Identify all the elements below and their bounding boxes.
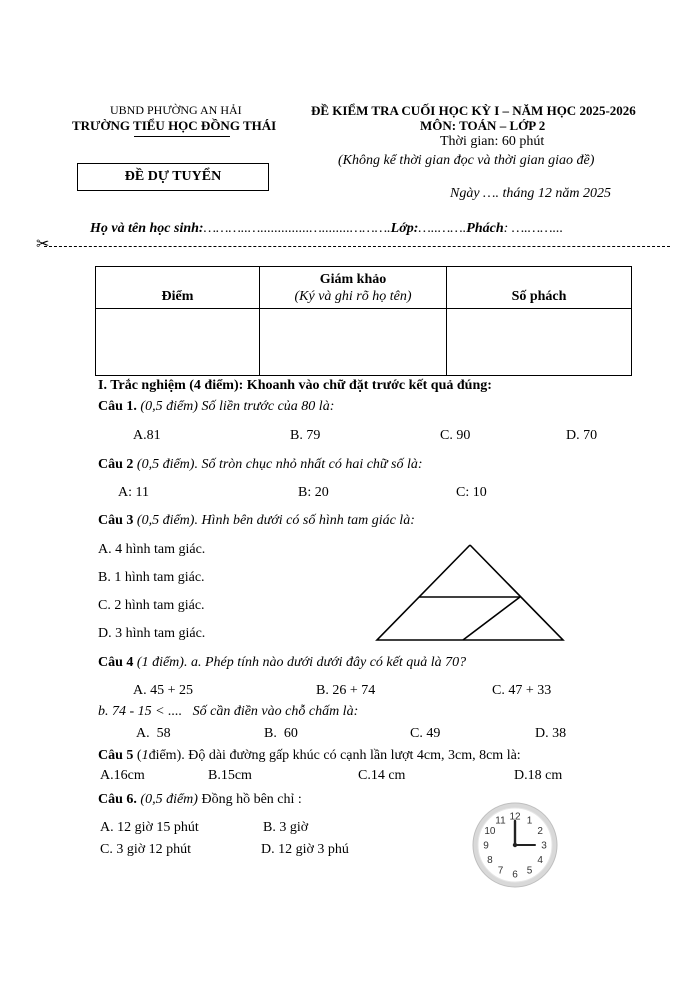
q1-text: (0,5 điểm) Số liền trước của 80 là: [136, 399, 335, 414]
clock-number-10: 10 [484, 826, 496, 837]
q6-option-a[interactable]: A. 12 giờ 15 phút [100, 820, 199, 835]
clock-number-3: 3 [541, 840, 547, 852]
q6-option-c[interactable]: C. 3 giờ 12 phút [100, 842, 192, 857]
clock-center [513, 843, 517, 847]
triangle-inner-slant [419, 597, 434, 613]
clock-number-7: 7 [497, 865, 504, 877]
q4-text: (1 điểm). a. Phép tính nào dưới dưới đây có kết quả là 70? [133, 655, 467, 670]
clock-number-2: 2 [537, 826, 543, 837]
student-name-label: Họ và tên học sinh: [90, 221, 204, 236]
clock-number-6: 6 [512, 869, 518, 881]
q6-points: (0,5 điểm) [136, 792, 198, 807]
class-dots: …..……. [418, 221, 467, 236]
district-name: UBND PHƯỜNG AN HẢI [110, 103, 242, 117]
q6-option-b[interactable]: B. 3 giờ [263, 820, 309, 835]
exam-title: ĐỀ KIỂM TRA CUỐI HỌC KỲ I – NĂM HỌC 2025-2026 [311, 103, 636, 118]
clock-number-1: 1 [526, 815, 533, 827]
q4a-option-a[interactable]: A. 45 + 25 [133, 683, 194, 698]
q5-option-a[interactable]: A.16cm [100, 768, 145, 783]
q2-prompt [98, 457, 423, 473]
q4b-option-d[interactable]: D. 38 [535, 726, 567, 741]
exam-subject: MÔN: TOÁN – LỚP 2 [420, 118, 546, 133]
q1-option-c[interactable]: C. 90 [440, 428, 471, 443]
code-label: Phách [466, 221, 504, 236]
q5-option-d[interactable]: D.18 cm [514, 768, 563, 783]
q3-prompt [98, 513, 415, 529]
q4a-option-b[interactable]: B. 26 + 74 [316, 683, 376, 698]
student-name-dots: ………..…..............…........………. [203, 221, 391, 236]
class-label: Lớp: [390, 221, 419, 236]
exam-date: Ngày …. tháng 12 năm 2025 [450, 186, 611, 201]
q3-option-c[interactable]: C. 2 hình tam giác. [98, 598, 205, 613]
q6-option-d[interactable]: D. 12 giờ 3 phú [261, 842, 349, 857]
q5-prompt [98, 748, 521, 764]
clock-number-9: 9 [483, 840, 489, 852]
score-header: Điểm [96, 267, 260, 309]
scissors-icon: ✂ [36, 236, 50, 253]
draft-badge: ĐỀ DỰ TUYỂN [77, 163, 269, 191]
clock-number-4: 4 [537, 855, 543, 866]
q4-prompt [98, 655, 466, 671]
score-cell[interactable] [96, 309, 260, 376]
q5-option-c[interactable]: C.14 cm [358, 768, 406, 783]
code-cell[interactable] [447, 309, 632, 376]
score-table [95, 266, 632, 376]
school-name: TRƯỜNG TIỂU HỌC ĐỒNG THÁI [72, 118, 277, 133]
q6-text: Đồng hồ bên chỉ : [197, 792, 302, 807]
section1-instruction: : Khoanh vào chữ đặt trước kết quả đúng: [238, 378, 492, 393]
q5-label: Câu 5 [98, 748, 134, 763]
clock-number-5: 5 [526, 865, 533, 877]
q4-label: Câu 4 [98, 655, 134, 670]
grader-header [260, 267, 447, 309]
student-info-line [90, 221, 563, 237]
triangle-upper-right [463, 597, 520, 640]
cut-line [44, 246, 670, 247]
q1-prompt [98, 399, 334, 415]
clock-icon [471, 801, 559, 889]
q5-open-paren: ( [133, 748, 142, 763]
q4b-option-b[interactable]: B. 60 [264, 726, 298, 741]
clock-number-8: 8 [487, 855, 493, 866]
q4b-option-c[interactable]: C. 49 [410, 726, 441, 741]
code-header: Số phách [447, 267, 632, 309]
school-underline [134, 136, 230, 137]
q4a-option-c[interactable]: C. 47 + 33 [492, 683, 552, 698]
grader-cell[interactable] [260, 309, 447, 376]
q2-option-a[interactable]: A: 11 [118, 485, 149, 500]
exam-time: Thời gian: 60 phút [440, 134, 545, 149]
q1-option-d[interactable]: D. 70 [566, 428, 598, 443]
q4b-option-a[interactable]: A. 58 [136, 726, 171, 741]
grader-note: (Ký và ghi rõ họ tên) [294, 288, 412, 304]
q3-label: Câu 3 [98, 513, 134, 528]
clock-number-12: 12 [509, 811, 521, 823]
q5-option-b[interactable]: B.15cm [208, 768, 252, 783]
q2-text: (0,5 điểm). Số tròn chục nhỏ nhất có hai chữ số là: [133, 457, 423, 472]
grader-title: Giám khảo [319, 271, 387, 287]
exam-time-note: (Không kể thời gian đọc và thời gian giao đề) [338, 153, 595, 168]
q3-option-b[interactable]: B. 1 hình tam giác. [98, 570, 205, 585]
q5-text: điểm). Độ dài đường gấp khúc có cạnh lần lượt 4cm, 3cm, 8cm là: [148, 748, 521, 763]
q1-option-b[interactable]: B. 79 [290, 428, 321, 443]
q6-label: Câu 6. [98, 792, 137, 807]
triangle-cross [500, 605, 534, 640]
q3-option-d[interactable]: D. 3 hình tam giác. [98, 626, 206, 641]
q2-option-b[interactable]: B: 20 [298, 485, 329, 500]
triangle-outer [377, 545, 563, 640]
section1-heading [98, 378, 492, 394]
clock-number-11: 11 [495, 815, 506, 827]
q3-option-a[interactable]: A. 4 hình tam giác. [98, 542, 206, 557]
q6-prompt [98, 792, 302, 808]
q1-option-a[interactable]: A.81 [133, 428, 161, 443]
q5-points: 1 [141, 748, 149, 763]
q2-option-c[interactable]: C: 10 [456, 485, 487, 500]
section1-title: I. Trắc nghiệm (4 điểm) [98, 378, 239, 393]
q2-label: Câu 2 [98, 457, 134, 472]
q3-text: (0,5 điểm). Hình bên dưới có số hình tam giác là: [133, 513, 415, 528]
code-dots: : ….……... [503, 221, 564, 236]
q4b-prompt: b. 74 - 15 < .... Số cần điền vào chỗ chấm là: [98, 704, 359, 719]
triangle-figure [374, 543, 566, 643]
q1-label: Câu 1. [98, 399, 137, 414]
